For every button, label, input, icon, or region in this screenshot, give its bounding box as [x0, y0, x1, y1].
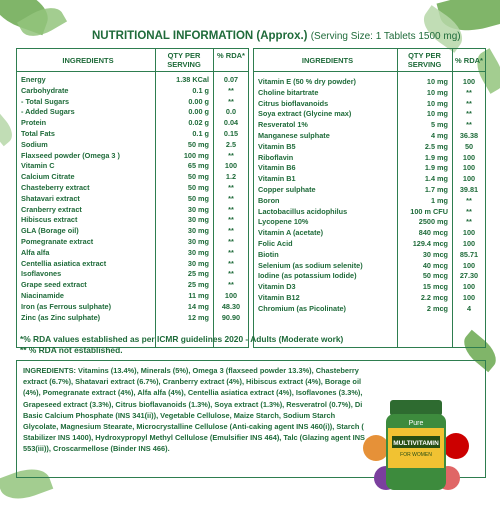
header-qty-1: QTY PER [167, 51, 201, 60]
header-qty-2: SERVING [167, 60, 201, 69]
row-rda: 100 [462, 77, 476, 86]
row-rda: 50 [464, 141, 474, 151]
row-ingredient: Pomegranate extract [21, 236, 94, 246]
row-qty: 30 mg [187, 215, 209, 225]
row-ingredient: Vitamin B6 [258, 163, 296, 173]
table-row [17, 140, 248, 151]
row-ingredient: Copper sulphate [258, 184, 316, 194]
row-qty: 10 mg [426, 98, 448, 108]
right-rows [254, 77, 485, 315]
row-ingredient: Choline bitartrate [258, 87, 319, 97]
row-rda: 27.30 [459, 271, 479, 281]
row-rda: ** [228, 258, 234, 268]
row-ingredient: Boron [258, 195, 280, 205]
table-row [254, 282, 485, 293]
table-row [254, 196, 485, 207]
row-rda: 100 [462, 292, 476, 302]
row-ingredient: Soya extract (Glycine max) [258, 109, 352, 119]
table-row [17, 194, 248, 205]
table-row [254, 163, 485, 174]
row-rda: ** [466, 98, 472, 108]
row-ingredient: Chasteberry extract [21, 182, 90, 192]
row-qty: 30 mg [187, 226, 209, 236]
row-ingredient: Iron (as Ferrous sulphate) [21, 301, 112, 311]
row-ingredient: Riboflavin [258, 152, 294, 162]
table-row [17, 86, 248, 97]
row-qty: 129.4 mcg [412, 238, 448, 248]
row-qty: 10 mg [426, 109, 448, 119]
table-row [254, 207, 485, 218]
table-row [17, 280, 248, 291]
row-qty: 0.00 g [188, 96, 209, 106]
row-rda: 100 [462, 174, 476, 184]
row-rda: ** [228, 226, 234, 236]
row-ingredient: Resveratol 1% [258, 120, 308, 130]
bottle-product: MULTIVITAMIN [393, 440, 439, 447]
row-ingredient: Alfa alfa [21, 247, 50, 257]
row-ingredient: Vitamin B12 [258, 292, 300, 302]
row-rda: ** [228, 269, 234, 279]
row-rda: 36.38 [459, 130, 479, 140]
title-text: NUTRITIONAL INFORMATION (Approx.) [92, 30, 308, 42]
row-rda: 100 [462, 152, 476, 162]
header-ingredients: INGREDIENTS [62, 56, 114, 65]
row-qty: 65 mg [187, 161, 209, 171]
row-qty: 50 mcg [422, 271, 448, 281]
table-row [254, 88, 485, 99]
rda-note-1: *% RDA values established as per ICMR guidelines 2020 - Adults (Moderate work) [20, 334, 344, 344]
row-ingredient: Flaxseed powder (Omega 3 ) [21, 150, 120, 160]
row-ingredient: Vitamin A (acetate) [258, 228, 324, 238]
row-rda: ** [228, 193, 234, 203]
row-qty: 2.2 mcg [420, 292, 448, 302]
row-ingredient: Isoflavones [21, 269, 62, 279]
row-rda: ** [228, 150, 234, 160]
row-ingredient: Total Fats [21, 128, 55, 138]
row-rda: ** [466, 195, 472, 205]
row-rda: 100 [462, 282, 476, 292]
table-row [17, 291, 248, 302]
header-qty-2: SERVING [407, 60, 442, 69]
table-row [254, 131, 485, 142]
row-qty: 1.9 mg [424, 152, 448, 162]
row-qty: 30 mg [187, 258, 209, 268]
row-ingredient: Hibiscus extract [21, 215, 78, 225]
table-row [17, 259, 248, 270]
row-qty: 0.02 g [188, 118, 209, 128]
row-rda: 100 [462, 238, 476, 248]
row-rda: ** [466, 217, 472, 227]
row-qty: 0.1 g [192, 85, 209, 95]
header-ingredients: INGREDIENTS [301, 56, 354, 65]
table-row [254, 293, 485, 304]
row-qty: 2 mcg [426, 303, 448, 313]
row-rda: 90.90 [221, 312, 241, 322]
row-ingredient: Vitamin B5 [258, 141, 296, 151]
row-rda: 0.04 [223, 118, 239, 128]
table-row [254, 174, 485, 185]
row-rda: ** [228, 204, 234, 214]
table-row [17, 161, 248, 172]
row-rda: ** [466, 109, 472, 119]
row-qty: 10 mg [426, 87, 448, 97]
row-ingredient: Selenium (as sodium selenite) [258, 260, 363, 270]
ingredients-text: INGREDIENTS: Vitamins (13.4%), Minerals (5%), Omega 3 (flaxseed powder 13.3%), Chasteberry extract (6.7%), Shatavari extract (6.7%), Cranberry extract (4%), Hibiscus extract (4%), Borage oil (4%), Pomegranate extract (4%), Alfa alfa (4%), Centellia asiatica extract (4%), Isoflavones (3.3%), Grapeseed extract (3.3%), Citrus bioflavanoids (1.3%), Soya extract (1.3%), Resveratrol (0.7%), Di Basic Calcium Phosphate (INS 341(ii)), Vegetable Cellulose, Maize Starch, Sodium Starch Glycolate, Magnesium Stearate, Microcrystalline Cellulose (Anti-caking agent INS 460(i)), Starch ( Stabilizer INS 1400), Hydroxypropyl Methyl Cellulose (Emulsifier INS 464), Talc (Glazing agent INS 553(iii)), Croscarmellose (Binder INS 466). [23, 366, 365, 454]
row-rda: 4 [466, 303, 472, 313]
row-qty: 10 mg [426, 77, 448, 86]
row-qty: 25 mg [187, 280, 209, 290]
row-ingredient: Vitamin D3 [258, 282, 296, 292]
table-row [17, 75, 248, 86]
left-table-header [17, 49, 248, 72]
row-qty: 30 mcg [422, 249, 448, 259]
row-qty: 0.00 g [188, 107, 209, 117]
table-row [254, 228, 485, 239]
row-ingredient: Calcium Citrate [21, 172, 75, 182]
table-row [17, 226, 248, 237]
table-row [254, 77, 485, 88]
left-rows [17, 75, 248, 323]
row-qty: 100 m CFU [410, 206, 448, 216]
table-row [17, 248, 248, 259]
table-row [254, 142, 485, 153]
table-row [254, 261, 485, 272]
row-qty: 5 mg [430, 120, 448, 130]
row-rda: ** [228, 182, 234, 192]
row-rda: ** [228, 96, 234, 106]
bottle-brand: Pure [408, 420, 424, 427]
row-qty: 1.38 KCal [176, 75, 209, 84]
table-row [17, 118, 248, 129]
row-qty: 30 mg [187, 204, 209, 214]
row-ingredient: Carbohydrate [21, 85, 69, 95]
row-rda: ** [228, 215, 234, 225]
table-row [17, 107, 248, 118]
table-row [254, 153, 485, 164]
row-ingredient: Iodine (as potassium Iodide) [258, 271, 357, 281]
header-rda: % RDA* [217, 51, 245, 60]
right-table-header [254, 49, 485, 72]
row-qty: 2.5 mg [424, 141, 448, 151]
row-ingredient: Manganese sulphate [258, 130, 330, 140]
table-row [254, 109, 485, 120]
header-rda: % RDA* [455, 56, 483, 65]
row-rda: ** [228, 247, 234, 257]
row-rda: 1.2 [225, 172, 237, 182]
left-nutrition-table [16, 48, 249, 348]
row-qty: 1.9 mg [424, 163, 448, 173]
row-qty: 0.1 g [192, 128, 209, 138]
row-ingredient: Grape seed extract [21, 280, 87, 290]
table-row [254, 239, 485, 250]
row-qty: 1.7 mg [424, 184, 448, 194]
table-row [17, 97, 248, 108]
row-qty: 1.4 mg [424, 174, 448, 184]
page-title [92, 30, 492, 42]
row-ingredient: Niacinamide [21, 290, 64, 300]
row-ingredient: Shatavari extract [21, 193, 80, 203]
row-ingredient: Energy [21, 75, 46, 84]
row-qty: 4 mg [430, 130, 448, 140]
row-ingredient: Vitamin C [21, 161, 55, 171]
table-row [17, 129, 248, 140]
row-qty: 840 mcg [418, 228, 448, 238]
table-row [17, 205, 248, 216]
row-rda: 39.81 [459, 184, 479, 194]
row-rda: 0.07 [223, 75, 239, 84]
row-ingredient: Vitamin E (50 % dry powder) [258, 77, 356, 86]
table-row [17, 269, 248, 280]
table-row [17, 172, 248, 183]
row-qty: 50 mg [187, 182, 209, 192]
row-ingredient: Lactobacillus acidophilus [258, 206, 348, 216]
row-qty: 15 mcg [422, 282, 448, 292]
row-qty: 2500 mg [418, 217, 448, 227]
row-rda: 100 [462, 228, 476, 238]
table-row [17, 313, 248, 324]
table-row [254, 185, 485, 196]
product-bottle-image [362, 398, 470, 490]
row-ingredient: Sodium [21, 139, 48, 149]
table-row [254, 99, 485, 110]
row-qty: 100 mg [183, 150, 209, 160]
table-row [17, 302, 248, 313]
rda-note-2: ** % RDA not established. [20, 345, 123, 355]
row-rda: ** [466, 206, 472, 216]
table-row [17, 151, 248, 162]
row-rda: 48.30 [221, 301, 241, 311]
rda-notes [20, 334, 343, 356]
row-qty: 11 mg [188, 290, 209, 300]
row-ingredient: GLA (Borage oil) [21, 226, 79, 236]
table-row [254, 217, 485, 228]
row-qty: 25 mg [187, 269, 209, 279]
row-rda: ** [466, 87, 472, 97]
row-rda: 85.71 [459, 249, 479, 259]
row-ingredient: - Total Sugars [21, 96, 70, 106]
row-rda: 100 [462, 260, 476, 270]
table-row [254, 120, 485, 131]
row-rda: 100 [224, 161, 238, 171]
row-qty: 30 mg [187, 247, 209, 257]
row-ingredient: Centellia asiatica extract [21, 258, 107, 268]
row-rda: 100 [462, 163, 476, 173]
row-rda: ** [228, 85, 234, 95]
row-qty: 50 mg [187, 172, 209, 182]
row-rda: 0.0 [225, 107, 237, 117]
row-ingredient: Cranberry extract [21, 204, 82, 214]
row-ingredient: Citrus bioflavanoids [258, 98, 329, 108]
table-row [17, 183, 248, 194]
row-ingredient: Protein [21, 118, 47, 128]
table-row [17, 237, 248, 248]
bottle-sub: FOR WOMEN [400, 452, 432, 458]
row-ingredient: - Added Sugars [21, 107, 75, 117]
table-row [17, 215, 248, 226]
header-qty-1: QTY PER [408, 51, 441, 60]
row-qty: 50 mg [187, 193, 209, 203]
row-rda: ** [228, 280, 234, 290]
table-row [254, 304, 485, 315]
row-qty: 50 mg [187, 139, 209, 149]
row-qty: 40 mcg [422, 260, 448, 270]
row-ingredient: Zinc (as Zinc sulphate) [21, 312, 101, 322]
row-ingredient: Chromium (as Picolinate) [258, 303, 346, 313]
row-rda: 100 [224, 290, 238, 300]
row-rda: ** [228, 236, 234, 246]
row-qty: 12 mg [187, 312, 209, 322]
row-rda: ** [466, 120, 472, 130]
right-nutrition-table [253, 48, 486, 348]
row-rda: 2.5 [225, 139, 237, 149]
row-ingredient: Biotin [258, 249, 279, 259]
table-row [254, 250, 485, 261]
row-ingredient: Folic Acid [258, 238, 293, 248]
row-rda: 0.15 [223, 128, 239, 138]
row-qty: 14 mg [187, 301, 209, 311]
table-row [254, 271, 485, 282]
serving-size: (Serving Size: 1 Tablets 1500 mg) [310, 31, 461, 42]
row-qty: 30 mg [187, 236, 209, 246]
row-ingredient: Lycopene 10% [258, 217, 309, 227]
row-ingredient: Vitamin B1 [258, 174, 296, 184]
row-qty: 1 mg [430, 195, 448, 205]
